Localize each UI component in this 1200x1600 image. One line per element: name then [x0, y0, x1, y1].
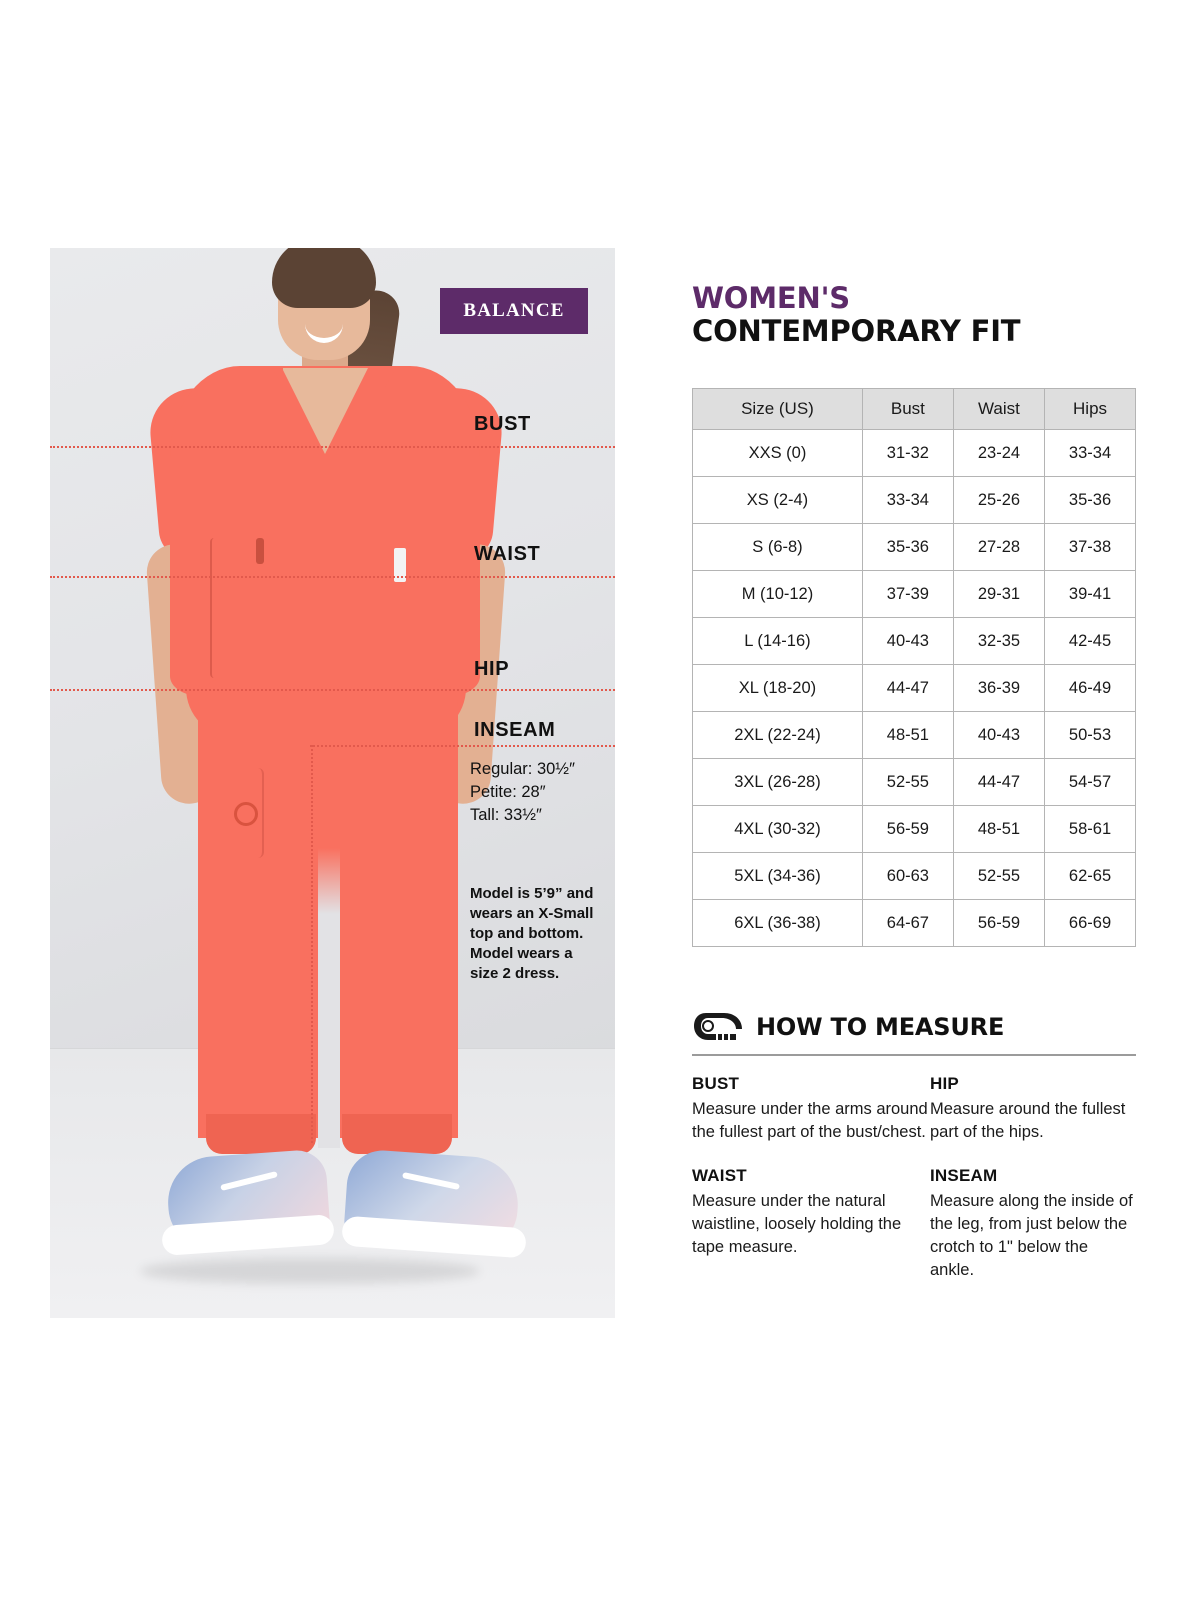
- table-row: [693, 524, 1136, 571]
- cell-size: L (14-16): [693, 618, 863, 665]
- table-row: [693, 477, 1136, 524]
- cell-hips: 46-49: [1045, 665, 1136, 712]
- cell-waist: 40-43: [953, 712, 1044, 759]
- table-row: [693, 806, 1136, 853]
- table-row: [693, 430, 1136, 477]
- cell-hips: 62-65: [1045, 853, 1136, 900]
- how-to-measure-heading: HOW TO MEASURE: [756, 1013, 1005, 1041]
- measure-item-inseam: [930, 1166, 1136, 1282]
- size-table: [692, 388, 1136, 947]
- joggers-loop: [234, 802, 258, 826]
- brand-badge: [440, 288, 588, 334]
- inseam-tall: Tall: 33½″: [470, 806, 542, 824]
- measure-item-text: Measure around the fullest part of the hips.: [930, 1100, 1126, 1141]
- cell-bust: 31-32: [862, 430, 953, 477]
- cell-hips: 66-69: [1045, 900, 1136, 947]
- cell-bust: 56-59: [862, 806, 953, 853]
- cell-size: XL (18-20): [693, 665, 863, 712]
- bust-guide-label: BUST: [474, 413, 531, 435]
- cell-waist: 25-26: [953, 477, 1044, 524]
- chart-header: [692, 282, 1134, 348]
- measure-item-title: INSEAM: [930, 1166, 998, 1185]
- cell-bust: 60-63: [862, 853, 953, 900]
- measure-item-title: HIP: [930, 1074, 959, 1093]
- table-row: [693, 853, 1136, 900]
- measure-item-title: BUST: [692, 1074, 740, 1093]
- cell-hips: 33-34: [1045, 430, 1136, 477]
- inseam-guide-vertical: [311, 745, 313, 1143]
- cell-waist: 48-51: [953, 806, 1044, 853]
- measure-item-title: WAIST: [692, 1166, 747, 1185]
- measure-item-hip: [930, 1074, 1136, 1144]
- table-row: [693, 759, 1136, 806]
- cell-bust: 52-55: [862, 759, 953, 806]
- cell-waist: 23-24: [953, 430, 1044, 477]
- table-row: [693, 712, 1136, 759]
- model-note: Model is 5’9” and wears an X-Small top and bottom. Model wears a size 2 dress.: [470, 885, 594, 982]
- table-row: [693, 665, 1136, 712]
- cell-bust: 37-39: [862, 571, 953, 618]
- cell-bust: 35-36: [862, 524, 953, 571]
- cell-hips: 42-45: [1045, 618, 1136, 665]
- cell-bust: 44-47: [862, 665, 953, 712]
- cell-size: XS (2-4): [693, 477, 863, 524]
- cell-size: S (6-8): [693, 524, 863, 571]
- cell-hips: 50-53: [1045, 712, 1136, 759]
- waist-guide-line: [50, 576, 615, 578]
- zipper-pull: [256, 538, 264, 564]
- cell-hips: 54-57: [1045, 759, 1136, 806]
- tape-measure-icon: [692, 1010, 744, 1044]
- cell-waist: 27-28: [953, 524, 1044, 571]
- cell-waist: 44-47: [953, 759, 1044, 806]
- table-header-row: [693, 389, 1136, 430]
- model-hair: [272, 248, 376, 308]
- how-to-measure-items: [692, 1074, 1136, 1282]
- cell-hips: 37-38: [1045, 524, 1136, 571]
- cell-size: 2XL (22-24): [693, 712, 863, 759]
- inseam-regular: Regular: 30½″: [470, 760, 575, 778]
- cell-size: 6XL (36-38): [693, 900, 863, 947]
- page-title-line2: CONTEMPORARY FIT: [692, 314, 1021, 348]
- hip-guide-label: HIP: [474, 658, 510, 680]
- cell-hips: 39-41: [1045, 571, 1136, 618]
- page-title: [692, 282, 1134, 348]
- cell-size: XXS (0): [693, 430, 863, 477]
- column-header-hips: Hips: [1045, 389, 1136, 430]
- inseam-petite: Petite: 28″: [470, 783, 546, 801]
- joggers-leg-gap: [318, 848, 340, 1148]
- scrub-top-pocket: [210, 538, 298, 678]
- how-to-measure-header: [692, 1010, 1136, 1044]
- column-header-bust: Bust: [862, 389, 953, 430]
- table-row: [693, 900, 1136, 947]
- measure-item-text: Measure under the natural waistline, loosely holding the tape measure.: [692, 1192, 902, 1256]
- cell-size: 5XL (34-36): [693, 853, 863, 900]
- column-header-size: Size (US): [693, 389, 863, 430]
- measure-item-text: Measure along the inside of the leg, from just below the crotch to 1" below the ankle.: [930, 1192, 1133, 1279]
- cell-bust: 48-51: [862, 712, 953, 759]
- joggers-cuff-right: [342, 1114, 452, 1154]
- cell-hips: 35-36: [1045, 477, 1136, 524]
- brand-badge-label: BALANCE: [463, 300, 565, 321]
- inseam-values: [470, 758, 575, 827]
- how-to-measure-divider: [692, 1054, 1136, 1056]
- hip-guide-line: [50, 689, 615, 691]
- cell-size: 3XL (26-28): [693, 759, 863, 806]
- cell-size: 4XL (30-32): [693, 806, 863, 853]
- joggers-cuff-left: [206, 1114, 316, 1154]
- measure-item-bust: [692, 1074, 930, 1144]
- cell-bust: 33-34: [862, 477, 953, 524]
- cell-waist: 52-55: [953, 853, 1044, 900]
- cell-waist: 29-31: [953, 571, 1044, 618]
- cell-hips: 58-61: [1045, 806, 1136, 853]
- inseam-guide-line: [310, 745, 615, 747]
- cell-bust: 64-67: [862, 900, 953, 947]
- cell-waist: 36-39: [953, 665, 1044, 712]
- bust-guide-line: [50, 446, 615, 448]
- page-title-line1: WOMEN'S: [692, 281, 850, 315]
- measure-item-text: Measure under the arms around the fullest part of the bust/chest.: [692, 1100, 928, 1141]
- table-row: [693, 618, 1136, 665]
- column-header-waist: Waist: [953, 389, 1044, 430]
- cell-bust: 40-43: [862, 618, 953, 665]
- model-shadow: [140, 1258, 480, 1284]
- inseam-guide-label: INSEAM: [474, 719, 556, 741]
- cell-size: M (10-12): [693, 571, 863, 618]
- table-row: [693, 571, 1136, 618]
- cell-waist: 32-35: [953, 618, 1044, 665]
- how-to-measure-section: [692, 1010, 1136, 1282]
- measure-item-waist: [692, 1166, 930, 1282]
- waist-guide-label: WAIST: [474, 543, 541, 565]
- cell-waist: 56-59: [953, 900, 1044, 947]
